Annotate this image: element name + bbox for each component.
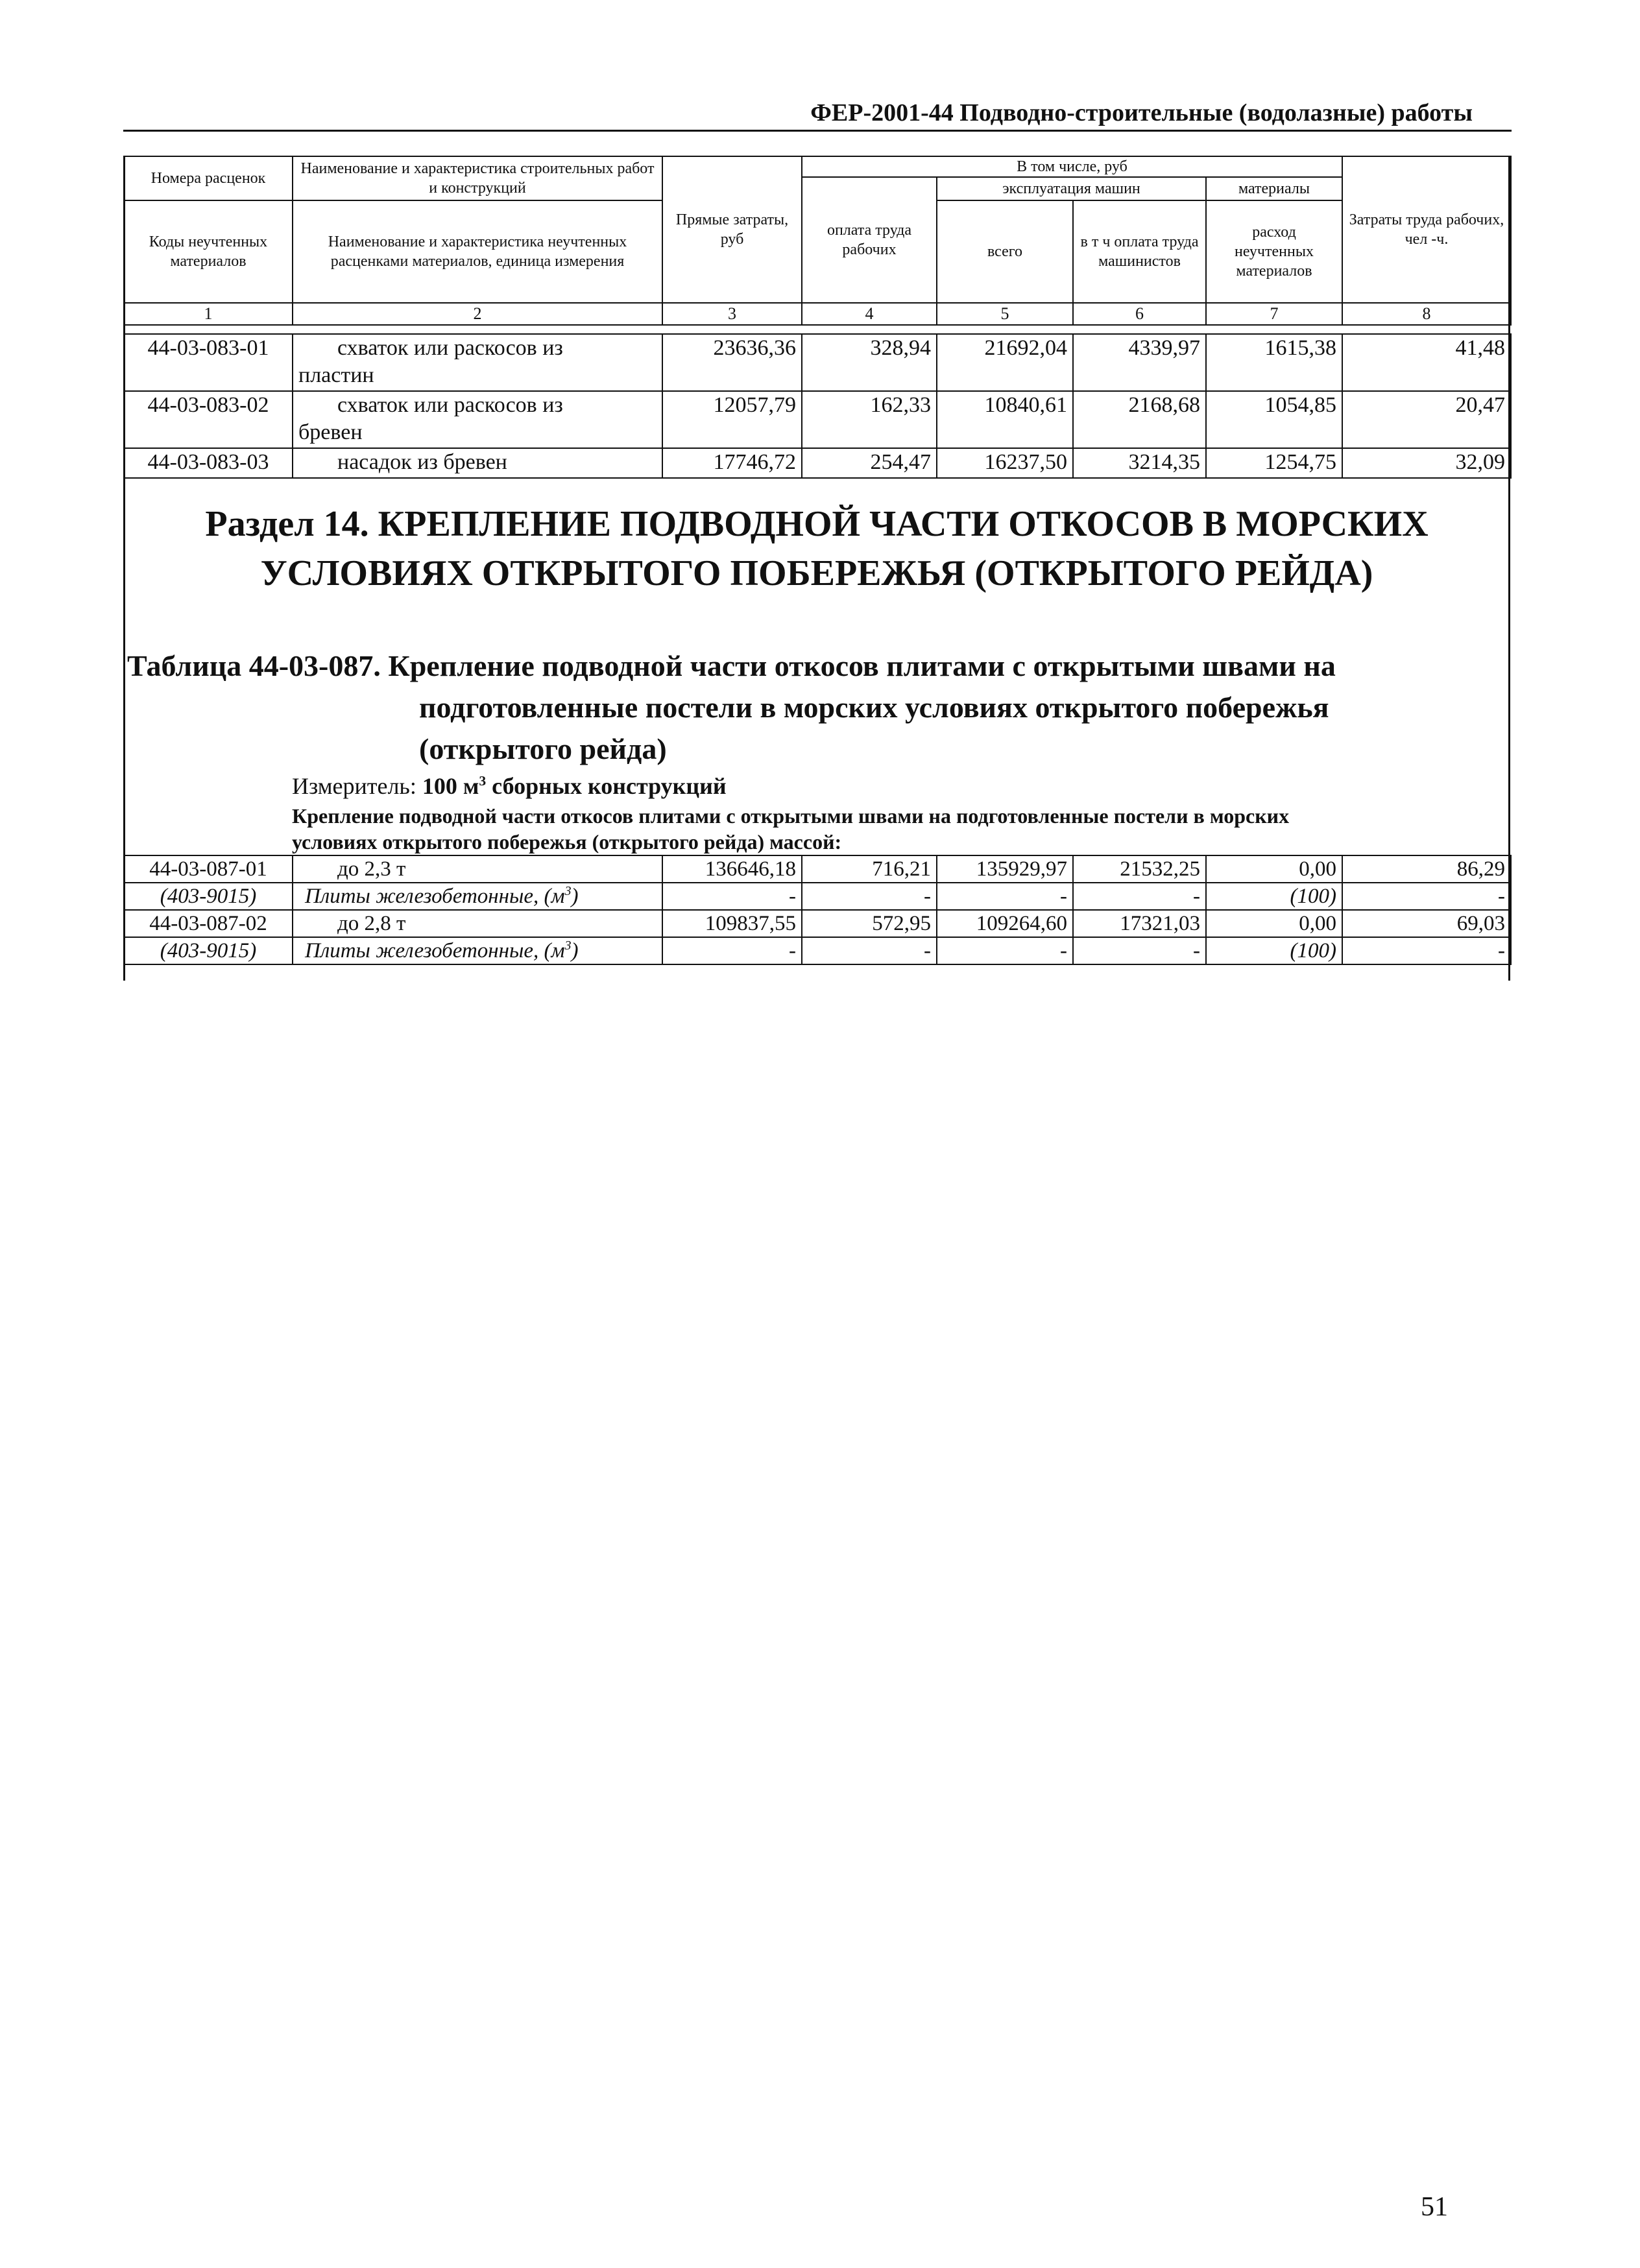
rate-code: 44-03-083-02 [124, 391, 293, 448]
header-rate-numbers: Номера расценок [124, 156, 293, 200]
operators-pay: 2168,68 [1073, 391, 1206, 448]
dash: - [662, 937, 802, 964]
work-name: до 2,8 т [293, 910, 662, 937]
header-material-usage: расход неучтенных материалов [1206, 200, 1342, 303]
direct-costs: 109837,55 [662, 910, 802, 937]
table-row [124, 910, 1511, 937]
materials-cost: 0,00 [1206, 910, 1342, 937]
dash: - [1073, 937, 1206, 964]
column-number-1: 1 [124, 303, 293, 325]
material-code: (403-9015) [124, 937, 293, 964]
table-row [124, 937, 1511, 964]
material-code: (403-9015) [124, 883, 293, 910]
group-label: Крепление подводной части откосов плитами с открытыми швами на подготовленные постели в морских условиях открытого побережья (открытого рейда) массой: [292, 804, 1290, 853]
rate-code: 44-03-087-01 [124, 855, 293, 883]
labor-hours: 69,03 [1342, 910, 1511, 937]
machines-total: 109264,60 [937, 910, 1073, 937]
machines-total: 21692,04 [937, 334, 1073, 391]
header-including: В том числе, руб [802, 156, 1342, 177]
table-row [124, 855, 1511, 883]
dash: - [1342, 883, 1511, 910]
operators-pay: 4339,97 [1073, 334, 1206, 391]
labor-pay: 254,47 [802, 448, 937, 478]
rates-table-083 [123, 333, 1512, 479]
work-name: до 2,3 т [293, 855, 662, 883]
labor-hours: 20,47 [1342, 391, 1511, 448]
operators-pay: 21532,25 [1073, 855, 1206, 883]
work-name: схваток или раскосов из пластин [293, 334, 662, 391]
dash: - [1342, 937, 1511, 964]
rates-table-087 [123, 855, 1512, 965]
labor-hours: 86,29 [1342, 855, 1511, 883]
direct-costs: 17746,72 [662, 448, 802, 478]
operators-pay: 3214,35 [1073, 448, 1206, 478]
header-materials: материалы [1206, 177, 1342, 200]
page-number: 51 [1421, 2192, 1448, 2222]
direct-costs: 136646,18 [662, 855, 802, 883]
header-labor-pay: оплата труда рабочих [802, 177, 937, 303]
materials-cost: 0,00 [1206, 855, 1342, 883]
machines-total: 10840,61 [937, 391, 1073, 448]
rates-table-header [123, 156, 1512, 326]
table-caption-number: Таблица 44-03-087. [127, 649, 381, 682]
header-direct-costs: Прямые затраты, руб [662, 156, 802, 303]
header-machines: эксплуатация машин [937, 177, 1206, 200]
labor-pay: 162,33 [802, 391, 937, 448]
machines-total: 16237,50 [937, 448, 1073, 478]
dash: - [802, 937, 937, 964]
header-operators-pay: в т ч оплата труда машинистов [1073, 200, 1206, 303]
dash: - [1073, 883, 1206, 910]
column-number-3: 3 [662, 303, 802, 325]
direct-costs: 12057,79 [662, 391, 802, 448]
running-header: ФЕР-2001-44 Подводно-строительные (водолазные) работы [123, 97, 1512, 132]
direct-costs: 23636,36 [662, 334, 802, 391]
section-title: Раздел 14. КРЕПЛЕНИЕ ПОДВОДНОЙ ЧАСТИ ОТКОСОВ В МОРСКИХ УСЛОВИЯХ ОТКРЫТОГО ПОБЕРЕЖЬЯ (ОТКРЫТОГО РЕЙДА) [205, 504, 1429, 593]
labor-hours: 32,09 [1342, 448, 1511, 478]
header-work-name: Наименование и характеристика строительных работ и конструкций [293, 156, 662, 200]
machines-total: 135929,97 [937, 855, 1073, 883]
dash: - [937, 883, 1073, 910]
labor-hours: 41,48 [1342, 334, 1511, 391]
materials-cost: 1054,85 [1206, 391, 1342, 448]
column-number-4: 4 [802, 303, 937, 325]
table-caption: Таблица 44-03-087. Крепление подводной части откосов плитами с открытыми швами на подготовленные постели в морских условиях открытого побережья (открытого рейда) [127, 649, 1336, 765]
operators-pay: 17321,03 [1073, 910, 1206, 937]
labor-pay: 572,95 [802, 910, 937, 937]
materials-cost: 1615,38 [1206, 334, 1342, 391]
table-row [124, 391, 1511, 448]
dash: - [937, 937, 1073, 964]
header-machines-total: всего [937, 200, 1073, 303]
materials-cost: 1254,75 [1206, 448, 1342, 478]
material-name: Плиты железобетонные, $(м^3)$ [293, 937, 662, 964]
dash: - [802, 883, 937, 910]
material-quantity: (100) [1206, 937, 1342, 964]
column-number-7: 7 [1206, 303, 1342, 325]
header-material-codes: Коды неучтенных материалов [124, 200, 293, 303]
rate-code: 44-03-083-01 [124, 334, 293, 391]
column-number-6: 6 [1073, 303, 1206, 325]
labor-pay: 328,94 [802, 334, 937, 391]
rate-code: 44-03-083-03 [124, 448, 293, 478]
header-material-names: Наименование и характеристика неучтенных расценками материалов, единица измерения [293, 200, 662, 303]
work-name: насадок из бревен [293, 448, 662, 478]
table-row [124, 448, 1511, 478]
work-name: схваток или раскосов из бревен [293, 391, 662, 448]
material-name: Плиты железобетонные, $(м^3)$ [293, 883, 662, 910]
table-row [124, 334, 1511, 391]
column-number-2: 2 [293, 303, 662, 325]
dash: - [662, 883, 802, 910]
column-number-8: 8 [1342, 303, 1511, 325]
material-quantity: (100) [1206, 883, 1342, 910]
rate-code: 44-03-087-02 [124, 910, 293, 937]
table-row [124, 883, 1511, 910]
column-number-5: 5 [937, 303, 1073, 325]
labor-pay: 716,21 [802, 855, 937, 883]
header-labor-hours: Затраты труда рабочих, чел -ч. [1342, 156, 1511, 303]
measure-unit: Измеритель: 100 $м^3$ сборных конструкций [292, 773, 727, 799]
